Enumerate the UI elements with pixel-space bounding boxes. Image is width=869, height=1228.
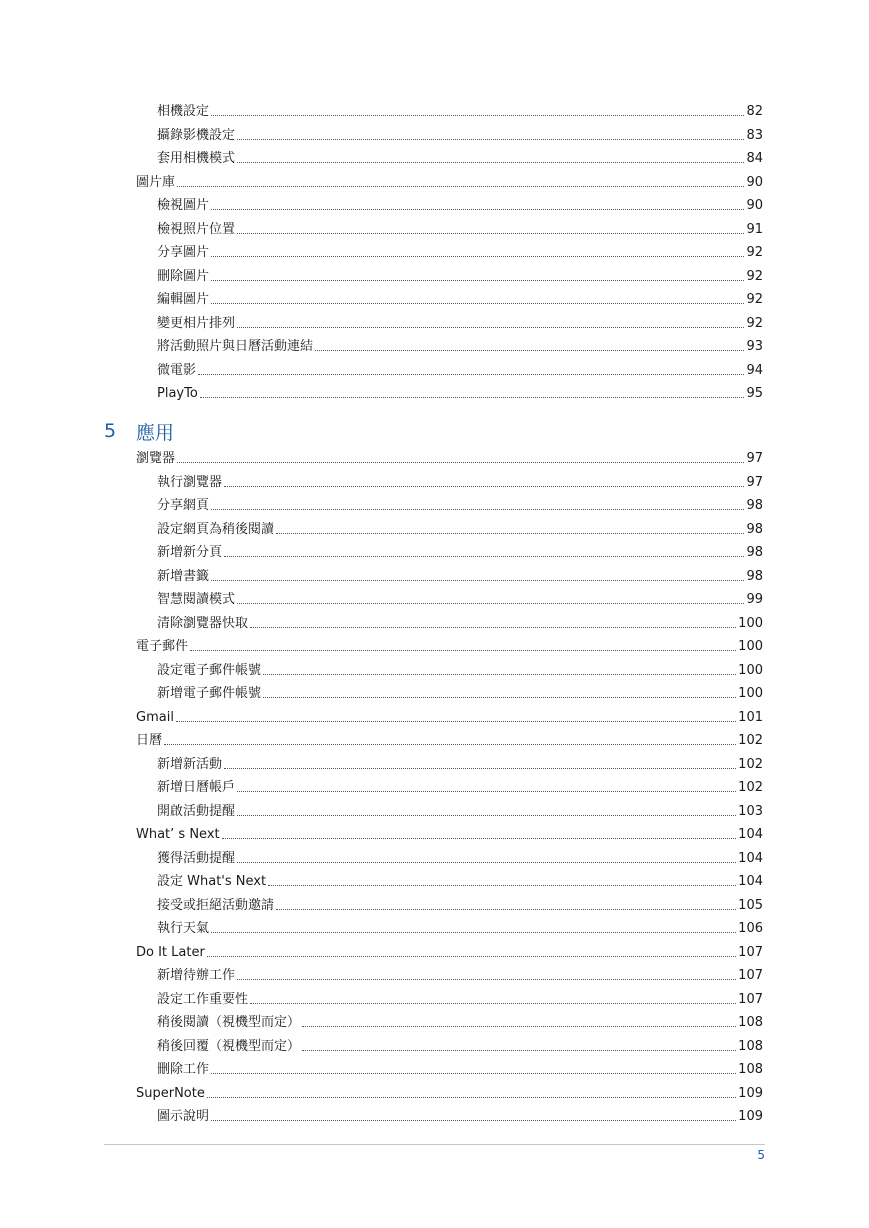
dot-leader <box>164 744 736 745</box>
toc-entry[interactable] <box>136 823 763 843</box>
toc-entry-page: 95 <box>746 386 763 401</box>
dot-leader <box>237 233 744 234</box>
toc-entry-label: 微電影 <box>157 362 197 378</box>
toc-entry-page: 103 <box>738 803 763 819</box>
toc-entry-page: 109 <box>738 1085 763 1101</box>
toc-entry-label: What’ s Next <box>136 827 220 842</box>
toc-entry-page: 102 <box>738 756 763 772</box>
toc-entry[interactable] <box>157 870 763 890</box>
toc-entry[interactable] <box>157 359 763 379</box>
toc-entry[interactable] <box>157 194 763 214</box>
toc-entry[interactable] <box>157 682 763 702</box>
toc-entry[interactable] <box>157 147 763 167</box>
toc-entry-label: 變更相片排列 <box>157 315 236 331</box>
toc-entry[interactable] <box>157 565 763 585</box>
toc-entry-page: 92 <box>746 292 763 307</box>
dot-leader <box>237 979 736 980</box>
toc-entry-page: 104 <box>738 874 763 889</box>
toc-entry-page: 107 <box>738 944 763 960</box>
dot-leader <box>211 115 744 116</box>
toc-entry-label: 新增書籤 <box>157 568 210 584</box>
dot-leader <box>211 209 744 210</box>
toc-entry[interactable] <box>157 800 763 820</box>
dot-leader <box>177 186 744 187</box>
toc-entry-label: 日曆 <box>136 733 163 748</box>
toc-entry-page: 97 <box>746 451 763 466</box>
toc-entry-label: 設定 What's Next <box>157 874 267 889</box>
dot-leader <box>211 256 744 257</box>
dot-leader <box>211 509 744 510</box>
chapter-number: 5 <box>104 420 117 442</box>
dot-leader <box>237 327 744 328</box>
dot-leader <box>237 815 736 816</box>
footer-divider <box>104 1144 765 1145</box>
toc-entry-page: 90 <box>746 174 763 190</box>
toc-entry-label: 新增新活動 <box>157 756 223 772</box>
toc-entry-label: 編輯圖片 <box>157 292 210 307</box>
toc-entry-page: 100 <box>738 639 763 654</box>
toc-entry-page: 101 <box>738 709 763 725</box>
dot-leader <box>237 139 744 140</box>
toc-entry[interactable] <box>157 1105 763 1125</box>
toc-entry-page: 100 <box>738 615 763 631</box>
toc-entry-label: 執行天氣 <box>157 921 210 936</box>
dot-leader <box>268 885 736 886</box>
dot-leader <box>237 862 736 863</box>
toc-entry-label: 分享網頁 <box>157 498 210 513</box>
toc-entry-label: 設定工作重要性 <box>157 991 249 1007</box>
toc-entry[interactable] <box>157 471 763 491</box>
toc-entry-page: 107 <box>738 991 763 1007</box>
toc-entry-label: 接受或拒絕活動邀請 <box>157 897 275 913</box>
toc-entry-page: 105 <box>738 897 763 913</box>
toc-entry-label: 攝錄影機設定 <box>157 127 236 143</box>
toc-entry-page: 102 <box>738 733 763 748</box>
toc-entry[interactable] <box>157 494 763 514</box>
dot-leader <box>302 1026 736 1027</box>
toc-entry-label: 設定電子郵件帳號 <box>157 662 262 678</box>
dot-leader <box>207 956 736 957</box>
dot-leader <box>176 721 736 722</box>
toc-entry-label: 稍後閱讀（視機型而定） <box>157 1015 301 1030</box>
toc-entry-label: 設定網頁為稍後閱讀 <box>157 521 275 537</box>
toc-entry-page: 98 <box>746 498 763 513</box>
toc-entry[interactable] <box>136 447 763 467</box>
toc-entry-label: 刪除圖片 <box>157 268 210 284</box>
toc-entry-page: 109 <box>738 1109 763 1124</box>
toc-entry-label: Gmail <box>136 709 174 725</box>
toc-entry-label: 清除瀏覽器快取 <box>157 615 249 631</box>
dot-leader <box>177 462 744 463</box>
toc-entry-page: 97 <box>746 474 763 490</box>
toc-entry-page: 107 <box>738 968 763 983</box>
dot-leader <box>211 280 744 281</box>
toc-entry-page: 92 <box>746 245 763 260</box>
toc-entry[interactable] <box>157 312 763 332</box>
toc-entry-page: 108 <box>738 1015 763 1030</box>
toc-entry-label: 稍後回覆（視機型而定） <box>157 1038 301 1054</box>
dot-leader <box>263 674 736 675</box>
toc-entry[interactable] <box>157 218 763 238</box>
toc-entry-page: 82 <box>746 104 763 119</box>
dot-leader <box>237 603 744 604</box>
toc-entry-label: 執行瀏覽器 <box>157 474 223 490</box>
toc-entry[interactable] <box>157 335 763 355</box>
dot-leader <box>250 627 736 628</box>
toc-entry[interactable] <box>157 288 763 308</box>
toc-entry-page: 102 <box>738 780 763 795</box>
toc-entry-page: 106 <box>738 921 763 936</box>
toc-entry-page: 90 <box>746 198 763 213</box>
toc-entry[interactable] <box>157 241 763 261</box>
dot-leader <box>224 486 744 487</box>
toc-entry[interactable] <box>157 124 763 144</box>
toc-entry-page: 104 <box>738 850 763 866</box>
toc-entry-page: 92 <box>746 315 763 331</box>
dot-leader <box>211 580 744 581</box>
toc-entry-label: 相機設定 <box>157 104 210 119</box>
toc-entry[interactable] <box>136 941 763 961</box>
toc-entry[interactable] <box>157 894 763 914</box>
toc-entry-page: 98 <box>746 521 763 537</box>
toc-entry-page: 92 <box>746 268 763 284</box>
toc-entry[interactable] <box>157 988 763 1008</box>
toc-entry[interactable] <box>157 100 763 120</box>
toc-entry-label: SuperNote <box>136 1085 205 1101</box>
toc-entry-label: 檢視圖片 <box>157 198 210 213</box>
toc-entry-label: 新增待辦工作 <box>157 968 236 983</box>
toc-entry-label: 刪除工作 <box>157 1062 210 1077</box>
dot-leader <box>200 397 745 398</box>
toc-entry-label: 電子郵件 <box>136 639 189 654</box>
dot-leader <box>190 650 736 651</box>
toc-entry-page: 104 <box>738 827 763 842</box>
toc-entry-page: 98 <box>746 545 763 560</box>
toc-entry-page: 98 <box>746 568 763 584</box>
toc-entry-label: 智慧閱讀模式 <box>157 592 236 607</box>
toc-entry-page: 94 <box>746 362 763 378</box>
toc-entry-label: 套用相機模式 <box>157 151 236 166</box>
toc-entry-label: 獲得活動提醒 <box>157 850 236 866</box>
toc-entry[interactable] <box>157 1035 763 1055</box>
toc-entry-label: 開啟活動提醒 <box>157 803 236 819</box>
dot-leader <box>315 350 744 351</box>
toc-entry[interactable] <box>157 753 763 773</box>
dot-leader <box>224 768 736 769</box>
dot-leader <box>263 697 736 698</box>
dot-leader <box>224 556 744 557</box>
toc-entry-label: 瀏覽器 <box>136 451 176 466</box>
toc-entry[interactable] <box>157 1011 763 1031</box>
toc-entry[interactable] <box>157 917 763 937</box>
toc-entry-label: 圖示說明 <box>157 1109 210 1124</box>
chapter-title: 應用 <box>136 421 175 444</box>
toc-entry[interactable] <box>157 612 763 632</box>
toc-entry[interactable] <box>157 847 763 867</box>
dot-leader <box>211 1073 736 1074</box>
footer-page-number: 5 <box>757 1148 765 1162</box>
toc-entry-label: 檢視照片位置 <box>157 221 236 237</box>
chapter-heading <box>104 418 174 444</box>
toc-entry-label: Do It Later <box>136 944 205 960</box>
toc-entry-label: 新增電子郵件帳號 <box>157 686 262 701</box>
toc-entry[interactable] <box>157 659 763 679</box>
toc-entry[interactable] <box>136 729 763 749</box>
dot-leader <box>207 1097 736 1098</box>
toc-entry-page: 91 <box>746 221 763 237</box>
dot-leader <box>211 303 744 304</box>
dot-leader <box>250 1003 736 1004</box>
dot-leader <box>302 1050 736 1051</box>
dot-leader <box>211 1120 736 1121</box>
toc-entry[interactable] <box>157 518 763 538</box>
toc-entry[interactable] <box>136 171 763 191</box>
toc-entry-page: 83 <box>746 127 763 143</box>
toc-entry[interactable] <box>136 1082 763 1102</box>
toc-entry[interactable] <box>157 964 763 984</box>
toc-entry-page: 108 <box>738 1062 763 1077</box>
toc-entry-label: 分享圖片 <box>157 245 210 260</box>
toc-entry[interactable] <box>157 541 763 561</box>
dot-leader <box>211 932 736 933</box>
toc-entry-page: 84 <box>746 151 763 166</box>
toc-entry-page: 100 <box>738 662 763 678</box>
dot-leader <box>276 533 744 534</box>
toc-entry-page: 108 <box>738 1038 763 1054</box>
toc-entry[interactable] <box>157 265 763 285</box>
toc-entry-label: 圖片庫 <box>136 174 176 190</box>
dot-leader <box>198 374 744 375</box>
toc-entry-page: 99 <box>746 592 763 607</box>
toc-entry-page: 100 <box>738 686 763 701</box>
toc-entry[interactable] <box>157 1058 763 1078</box>
toc-entry[interactable] <box>157 588 763 608</box>
toc-entry[interactable] <box>136 706 763 726</box>
toc-entry[interactable] <box>136 635 763 655</box>
dot-leader <box>237 791 736 792</box>
dot-leader <box>237 162 744 163</box>
dot-leader <box>276 909 736 910</box>
toc-entry[interactable] <box>157 382 763 402</box>
toc-entry-label: 新增新分頁 <box>157 545 223 560</box>
toc-entry[interactable] <box>157 776 763 796</box>
toc-entry-label: 將活動照片與日曆活動連結 <box>157 339 314 354</box>
toc-entry-page: 93 <box>746 339 763 354</box>
toc-entry-label: PlayTo <box>157 386 198 401</box>
dot-leader <box>222 838 737 839</box>
toc-entry-label: 新增日曆帳戶 <box>157 780 236 795</box>
